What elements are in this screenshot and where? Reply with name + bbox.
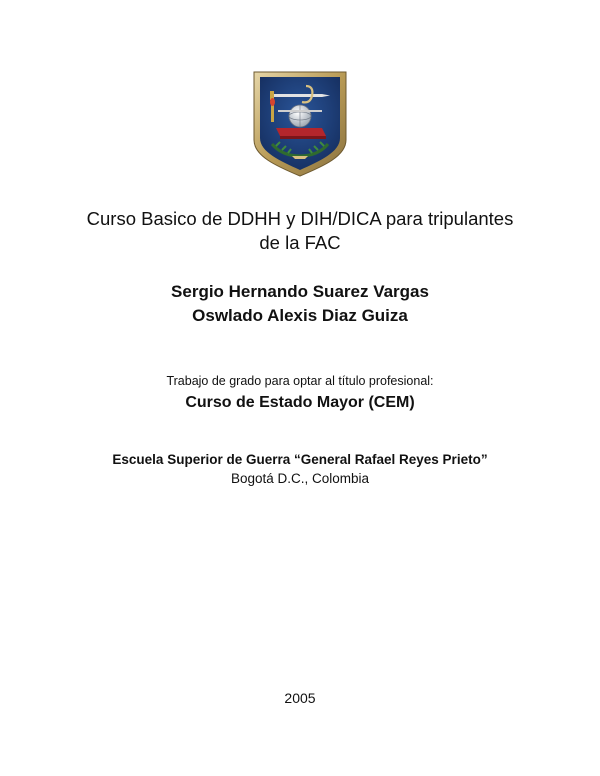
military-crest-icon [252, 70, 348, 178]
author-name: Oswlado Alexis Diaz Guiza [192, 306, 408, 325]
author-list [0, 280, 600, 328]
city-location: Bogotá D.C., Colombia [230, 471, 370, 486]
document-title [0, 207, 600, 255]
publication-year: 2005 [284, 690, 316, 706]
thesis-note: Trabajo de grado para optar al título profesional: [166, 374, 434, 388]
school-name: Escuela Superior de Guerra “General Rafael Reyes Prieto” [112, 452, 488, 467]
title-line-1: Curso Basico de DDHH y DIH/DICA para tripulantes [86, 208, 514, 229]
title-line-2: de la FAC [259, 232, 341, 253]
author-name: Sergio Hernando Suarez Vargas [171, 282, 429, 301]
degree-title: Curso de Estado Mayor (CEM) [185, 394, 415, 411]
